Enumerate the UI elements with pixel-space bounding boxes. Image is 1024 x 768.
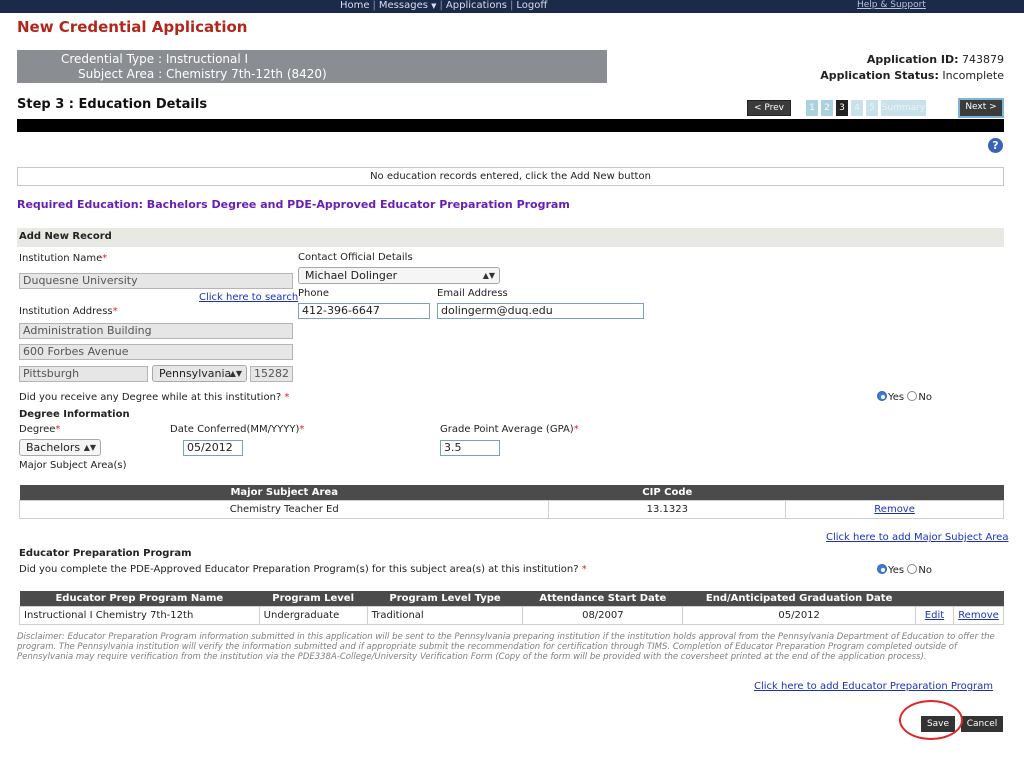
table-header-row [20,591,1004,606]
prep-no-label: No [918,565,932,576]
program-level-cell: Undergraduate [259,606,367,624]
subject-area: Subject Area : Chemistry 7th-12th (8420) [78,67,327,81]
contact-official-select[interactable]: Michael Dolinger ▲▼ [298,267,500,284]
column-header [786,485,1004,500]
column-header: Major Subject Area [20,485,549,500]
program-type-cell: Traditional [367,606,523,624]
chevron-updown-icon: ▲▼ [83,443,96,452]
chevron-updown-icon: ▲▼ [229,369,242,378]
gpa-input[interactable]: 3.5 [440,440,500,456]
start-date-cell: 08/2007 [523,606,683,624]
search-institution-link[interactable]: Click here to search [199,292,299,303]
degree-yes-radio[interactable] [877,391,887,401]
prep-yes-no-radios [877,564,932,576]
educator-prep-table [19,591,1004,625]
column-header: Attendance Start Date [523,591,683,606]
prep-no-radio[interactable] [907,564,917,574]
credential-type: Credential Type : Instructional I [61,52,249,66]
major-subject-cell: Chemistry Teacher Ed [20,500,549,518]
table-header-row [20,485,1004,500]
step-page-1[interactable]: 1 [806,100,818,116]
application-id: 743879 [962,53,1004,66]
page-title: New Credential Application [17,18,248,36]
required-education-heading: Required Education: Bachelors Degree and PDE-Approved Educator Preparation Program [17,198,570,211]
column-header: Program Level [259,591,367,606]
address-line1-field: Administration Building [19,323,293,339]
chevron-down-icon[interactable]: ▼ [431,2,437,10]
step-page-4: 4 [851,100,863,116]
help-support-link[interactable]: Help & Support [857,0,926,10]
application-meta [820,52,1004,84]
step-page-2[interactable]: 2 [821,100,833,116]
city-field: Pittsburgh [19,366,148,382]
prev-button[interactable]: < Prev [747,100,791,116]
step-title: Step 3 : Education Details [17,97,208,112]
table-row [20,606,1004,624]
next-button[interactable]: Next > [958,98,1004,118]
state-select: Pennsylvania ▲▼ [152,365,247,382]
email-label: Email Address [437,288,508,299]
nav-separator: | [439,0,443,11]
step-pager [806,100,929,116]
nav-messages-link[interactable]: Messages [378,0,428,11]
save-button[interactable]: Save [921,716,955,732]
phone-input[interactable]: 412-396-6647 [298,303,430,319]
degree-info-heading: Degree Information [19,409,130,420]
top-nav-bar [0,0,1024,13]
degree-yes-label: Yes [888,392,905,403]
edit-program-link[interactable]: Edit [924,609,945,621]
step-summary: Summary [881,100,926,116]
edit-cell [916,606,954,624]
column-header: Educator Prep Program Name [20,591,260,606]
zip-field: 15282 [250,366,293,382]
highlight-circle [899,700,963,740]
prep-yes-radio[interactable] [877,564,887,574]
column-header: Program Level Type [367,591,523,606]
program-name-cell: Instructional I Chemistry 7th-12th [20,606,260,624]
nav-applications-link[interactable]: Applications [445,0,507,11]
top-nav [340,0,547,12]
address-line2-field: 600 Forbes Avenue [19,344,293,360]
chevron-updown-icon: ▲▼ [482,271,495,280]
divider-bar [17,119,1004,132]
institution-address-label: Institution Address* [19,306,118,317]
nav-separator: | [510,0,514,11]
add-record-heading: Add New Record [17,228,1004,247]
column-header: End/Anticipated Graduation Date [683,591,916,606]
nav-home-link[interactable]: Home [340,0,370,11]
column-header [916,591,954,606]
degree-select[interactable]: Bachelors ▲▼ [19,439,101,456]
degree-no-radio[interactable] [907,391,917,401]
help-circle-icon[interactable]: ? [988,138,1003,153]
application-status: Incomplete [942,69,1004,82]
remove-major-link[interactable]: Remove [874,503,915,515]
add-educator-prep-link[interactable]: Click here to add Educator Preparation Program [754,681,994,692]
gpa-label: Grade Point Average (GPA)* [440,424,579,435]
date-conferred-label: Date Conferred(MM/YYYY)* [170,424,305,435]
application-status-label: Application Status: [820,69,939,82]
nav-logoff-link[interactable]: Logoff [516,0,548,11]
remove-program-link[interactable]: Remove [958,609,999,621]
major-subject-table [19,485,1004,519]
major-subject-label: Major Subject Area(s) [19,460,127,471]
remove-cell [786,500,1004,518]
email-input[interactable]: dolingerm@duq.edu [437,303,644,319]
remove-cell [953,606,1003,624]
educator-prep-question: Did you complete the PDE-Approved Educator Preparation Program(s) for this subject area(s) at this institution? * [19,564,587,575]
contact-official-label: Contact Official Details [298,252,413,263]
institution-name-field: Duquesne University [19,273,293,289]
table-row [20,500,1004,518]
application-id-label: Application ID: [866,53,959,66]
step-page-3[interactable]: 3 [836,100,848,116]
date-conferred-input[interactable]: 05/2012 [183,440,243,456]
cancel-button[interactable]: Cancel [961,716,1003,732]
no-records-notice: No education records entered, click the Add New button [17,167,1004,186]
nav-separator: | [372,0,376,11]
disclaimer-text: Disclaimer: Educator Preparation Program information submitted in this application will be sent to the Pennsylvania preparing institution if the institution holds approval from the Pennsylvania Department of Education to offer the program. The Pennsylvania institution will verify the information submitted and if appropriate submit the recommendation for certification through TIMS. Completion of Educator Preparation Program completed outside of Pennsylvania may require verification from the institution via the PDE338A-College/University Verification Form (Copy of the form will be provided with the coversheet printed at the end of the application process). [17,632,995,662]
add-major-subject-link[interactable]: Click here to add Major Subject Area [826,532,1009,543]
degree-label: Degree* [19,424,61,435]
prep-yes-label: Yes [888,565,905,576]
column-header [953,591,1003,606]
step-page-5: 5 [866,100,878,116]
column-header: CIP Code [549,485,786,500]
degree-question: Did you receive any Degree while at this institution? * [19,392,290,403]
institution-name-label: Institution Name* [19,253,108,264]
cip-code-cell: 13.1323 [549,500,786,518]
degree-no-label: No [918,392,932,403]
credential-summary [17,50,607,83]
educator-prep-heading: Educator Preparation Program [19,548,192,559]
end-date-cell: 05/2012 [683,606,916,624]
phone-label: Phone [298,288,329,299]
degree-yes-no-radios [877,391,932,403]
